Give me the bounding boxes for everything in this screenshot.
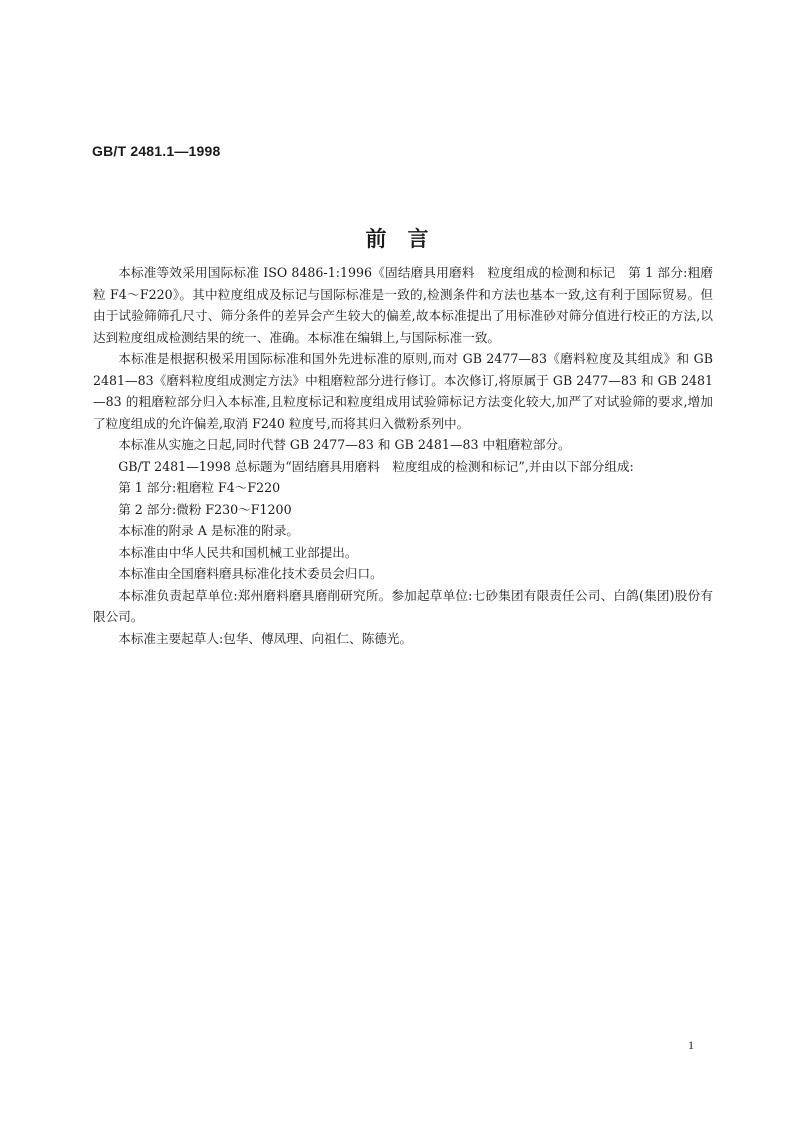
paragraph: 本标准由中华人民共和国机械工业部提出。 [118, 544, 358, 560]
page-number: 1 [688, 1038, 694, 1052]
paragraph: 本标准负责起草单位:郑州磨料磨具磨削研究所。参加起草单位:七砂集团有限责任公司、白鸽(集团)股份有限公司。 [93, 587, 713, 624]
paragraph: GB/T 2481—1998 总标题为“固结磨具用磨料 粒度组成的检测和标记”,并由以下部分组成: [118, 458, 634, 474]
paragraph: 本标准由全国磨料磨具标准化技术委员会归口。 [118, 566, 383, 581]
page-title: 前 言 [365, 227, 429, 251]
paragraph: 第 2 部分:微粉 F230～F1200 [118, 501, 292, 517]
foreword-body [93, 262, 713, 649]
paragraph: 第 1 部分:粗磨粒 F4～F220 [118, 480, 281, 495]
paragraph: 本标准的附录 A 是标准的附录。 [118, 523, 300, 538]
paragraph: 本标准是根据积极采用国际标准和国外先进标准的原则,而对 GB 2477—83《磨料粒度及其组成》和 GB 2481—83《磨料粒度组成测定方法》中粗磨粒部分进行修订。本次修订,将原属于 GB 2477—83 和 GB 2481—83 的粗磨粒部分归入本标准,且粒度标记和粒度组成用试验筛标记方法变化较大,加严了对试验筛的要求,增加了粒度组成的允许偏差,取消 F240 粒度号,而将其归入微粉系列中。 [93, 351, 713, 431]
paragraph: 本标准等效采用国际标准 ISO 8486-1:1996《固结磨具用磨料 粒度组成的检测和标记 第 1 部分:粗磨粒 F4～F220》。其中粒度组成及标记与国际标准是一致的,检测条件和方法也基本一致,这有利于国际贸易。但由于试验筛筛孔尺寸、筛分条件的差异会产生较大的偏差,故本标准提出了用标准砂对筛分值进行校正的方法,以达到粒度组成检测结果的统一、准确。本标准在编辑上,与国际标准一致。 [93, 265, 713, 345]
paragraph: 本标准从实施之日起,同时代替 GB 2477—83 和 GB 2481—83 中粗磨粒部分。 [118, 437, 571, 452]
paragraph: 本标准主要起草人:包华、傅凤理、向祖仁、陈德光。 [118, 630, 413, 646]
standard-code: GB/T 2481.1—1998 [92, 143, 221, 159]
